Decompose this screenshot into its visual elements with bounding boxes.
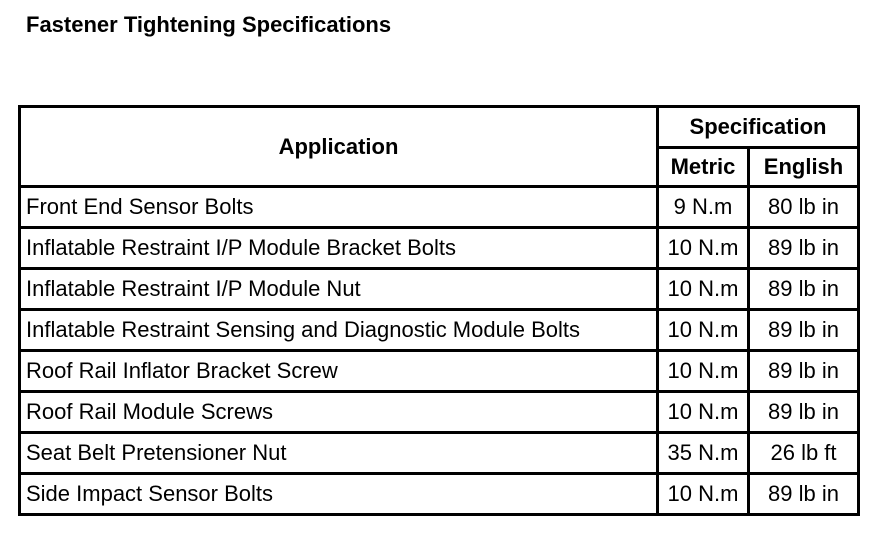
table-row (21, 352, 857, 393)
document-title: Fastener Tightening Specifications (26, 12, 392, 37)
fastener-spec-table (18, 105, 860, 516)
application-cell: Roof Rail Module Screws (21, 393, 659, 434)
metric-cell: 9 N.m (659, 188, 750, 229)
metric-cell: 10 N.m (659, 352, 750, 393)
metric-header: Metric (659, 149, 750, 188)
english-cell: 89 lb in (768, 481, 839, 506)
english-cell: 89 lb in (750, 311, 857, 352)
application-cell: Inflatable Restraint Sensing and Diagnostic Module Bolts (21, 311, 659, 352)
application-cell: Inflatable Restraint I/P Module Bracket Bolts (21, 229, 659, 270)
table-row (21, 475, 857, 513)
table-row (21, 393, 857, 434)
table-row (21, 188, 857, 229)
application-header: Application (21, 108, 659, 188)
english-cell: 89 lb in (750, 352, 857, 393)
english-cell: 80 lb in (750, 188, 857, 229)
application-cell: Inflatable Restraint I/P Module Nut (21, 270, 659, 311)
specification-header: Specification (659, 108, 857, 149)
table-row (21, 311, 857, 352)
metric-cell: 10 N.m (659, 229, 750, 270)
english-cell: 26 lb ft (750, 434, 857, 475)
application-cell: Seat Belt Pretensioner Nut (21, 434, 659, 475)
metric-cell: 10 N.m (659, 475, 750, 513)
english-cell: 89 lb in (750, 229, 857, 270)
metric-cell: 10 N.m (659, 311, 750, 352)
application-cell: Front End Sensor Bolts (21, 188, 659, 229)
metric-cell: 10 N.m (659, 270, 750, 311)
table-row (21, 229, 857, 270)
table-header-row (21, 108, 857, 149)
english-header: English (750, 149, 857, 188)
table-row (21, 434, 857, 475)
metric-cell: 35 N.m (659, 434, 750, 475)
application-cell: Side Impact Sensor Bolts (21, 475, 659, 513)
table-row (21, 270, 857, 311)
english-cell: 89 lb in (750, 270, 857, 311)
metric-cell: 10 N.m (659, 393, 750, 434)
english-cell: 89 lb in (750, 393, 857, 434)
application-cell: Roof Rail Inflator Bracket Screw (21, 352, 659, 393)
